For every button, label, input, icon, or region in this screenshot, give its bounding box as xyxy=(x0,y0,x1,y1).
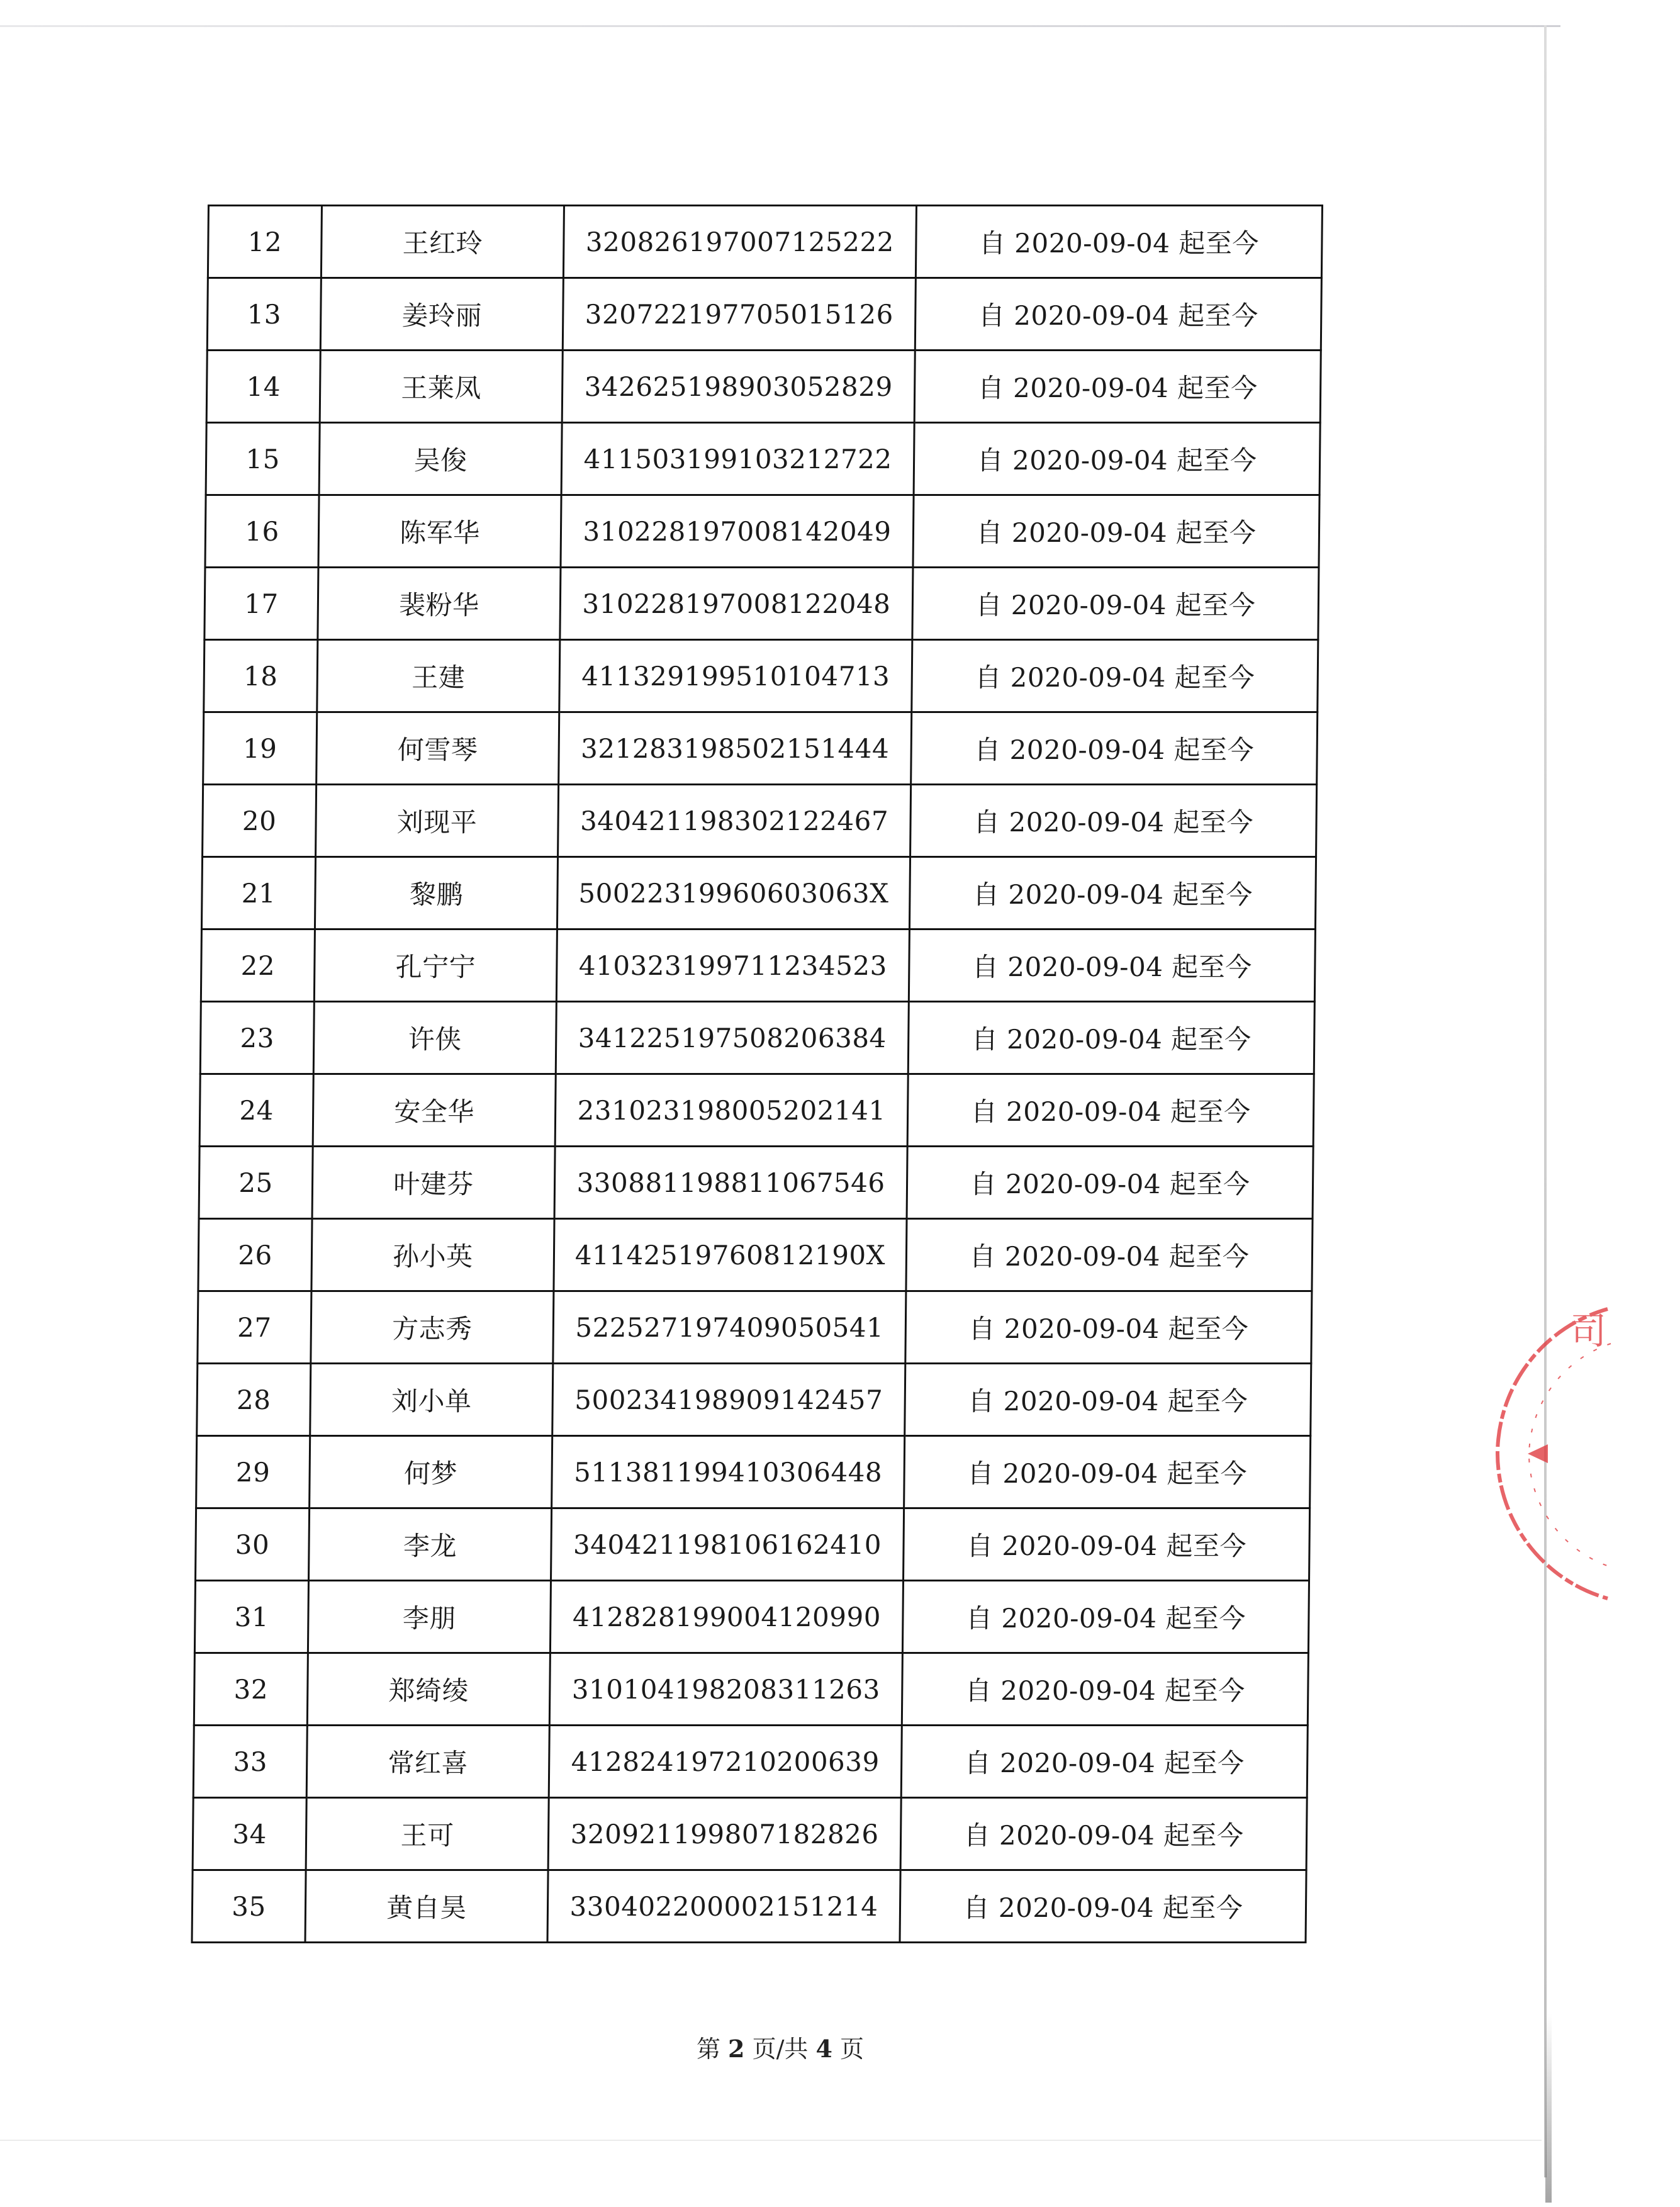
id-number-cell: 50022319960603063X xyxy=(557,857,910,929)
period-cell: 自 2020-09-04 起至今 xyxy=(916,206,1322,278)
period-cell: 自 2020-09-04 起至今 xyxy=(901,1726,1308,1798)
period-cell: 自 2020-09-04 起至今 xyxy=(910,785,1317,857)
period-cell: 自 2020-09-04 起至今 xyxy=(908,1002,1314,1074)
table-row xyxy=(204,568,1319,640)
name-cell: 许侠 xyxy=(313,1002,556,1074)
row-number-cell: 18 xyxy=(204,640,318,712)
id-number-cell: 41142519760812190X xyxy=(554,1219,907,1291)
table-row xyxy=(198,1291,1312,1364)
row-number-cell: 23 xyxy=(200,1002,314,1074)
row-number-cell: 19 xyxy=(203,712,317,785)
id-number-cell: 412828199004120990 xyxy=(550,1581,903,1653)
period-cell: 自 2020-09-04 起至今 xyxy=(904,1508,1310,1581)
id-number-cell: 340421198106162410 xyxy=(551,1508,904,1581)
table-row xyxy=(205,495,1319,568)
name-cell: 何雪琴 xyxy=(316,712,559,785)
row-number-cell: 13 xyxy=(207,278,321,351)
row-number-cell: 24 xyxy=(199,1074,313,1147)
id-number-cell: 330881198811067546 xyxy=(554,1147,907,1219)
id-number-cell: 320921199807182826 xyxy=(548,1798,901,1870)
row-number-cell: 35 xyxy=(192,1870,306,1943)
row-number-cell: 21 xyxy=(201,857,315,929)
id-number-cell: 231023198005202141 xyxy=(555,1074,908,1147)
table-row xyxy=(193,1798,1307,1870)
name-cell: 孔宁宁 xyxy=(314,929,557,1002)
company-seal xyxy=(1453,1284,1680,1624)
name-cell: 陈军华 xyxy=(318,495,561,568)
personnel-table-body xyxy=(192,206,1322,1943)
scan-edge-bottom xyxy=(0,2140,1542,2141)
row-number-cell: 12 xyxy=(208,206,322,278)
row-number-cell: 30 xyxy=(196,1508,310,1581)
footer-page-number: 2 xyxy=(728,2035,745,2063)
id-number-cell: 410323199711234523 xyxy=(556,929,909,1002)
table-row xyxy=(199,1147,1313,1219)
row-number-cell: 17 xyxy=(204,568,318,640)
footer-suffix: 页 xyxy=(840,2035,865,2063)
period-cell: 自 2020-09-04 起至今 xyxy=(915,278,1321,351)
id-number-cell: 310104198208311263 xyxy=(549,1653,902,1726)
row-number-cell: 33 xyxy=(193,1726,307,1798)
name-cell: 何梦 xyxy=(310,1436,552,1508)
id-number-cell: 310228197008142049 xyxy=(561,495,914,568)
name-cell: 李朋 xyxy=(308,1581,551,1653)
period-cell: 自 2020-09-04 起至今 xyxy=(914,351,1321,423)
period-cell: 自 2020-09-04 起至今 xyxy=(907,1147,1313,1219)
table-row xyxy=(200,1002,1314,1074)
table-row xyxy=(198,1219,1313,1291)
table-row xyxy=(207,278,1321,351)
row-number-cell: 14 xyxy=(206,351,320,423)
footer-middle: 页/共 xyxy=(752,2035,809,2063)
name-cell: 王莱凤 xyxy=(320,351,563,423)
id-number-cell: 340421198302122467 xyxy=(558,785,911,857)
id-number-cell: 321283198502151444 xyxy=(559,712,912,785)
table-row xyxy=(196,1508,1310,1581)
name-cell: 常红喜 xyxy=(306,1726,549,1798)
id-number-cell: 342625198903052829 xyxy=(562,351,915,423)
name-cell: 黄自昊 xyxy=(305,1870,548,1943)
table-row xyxy=(203,785,1317,857)
period-cell: 自 2020-09-04 起至今 xyxy=(905,1291,1312,1364)
period-cell: 自 2020-09-04 起至今 xyxy=(914,423,1320,495)
row-number-cell: 15 xyxy=(206,423,320,495)
period-cell: 自 2020-09-04 起至今 xyxy=(906,1219,1313,1291)
id-number-cell: 310228197008122048 xyxy=(560,568,913,640)
row-number-cell: 29 xyxy=(196,1436,310,1508)
row-number-cell: 22 xyxy=(201,929,315,1002)
table-row xyxy=(193,1726,1308,1798)
footer-prefix: 第 xyxy=(696,2035,720,2063)
period-cell: 自 2020-09-04 起至今 xyxy=(900,1870,1306,1943)
period-cell: 自 2020-09-04 起至今 xyxy=(912,568,1319,640)
table-row xyxy=(196,1436,1311,1508)
page-footer xyxy=(0,2030,1560,2064)
period-cell: 自 2020-09-04 起至今 xyxy=(900,1798,1307,1870)
name-cell: 方志秀 xyxy=(311,1291,554,1364)
row-number-cell: 25 xyxy=(199,1147,313,1219)
table-row xyxy=(203,712,1318,785)
scan-edge-top xyxy=(0,25,1560,27)
scan-edge-right xyxy=(1544,25,1547,2177)
row-number-cell: 16 xyxy=(205,495,319,568)
row-number-cell: 32 xyxy=(194,1653,308,1726)
table-row xyxy=(194,1581,1309,1653)
name-cell: 裴粉华 xyxy=(318,568,561,640)
id-number-cell: 522527197409050541 xyxy=(553,1291,906,1364)
period-cell: 自 2020-09-04 起至今 xyxy=(913,495,1319,568)
id-number-cell: 500234198909142457 xyxy=(552,1364,905,1436)
table-row xyxy=(192,1870,1306,1943)
footer-total-pages: 4 xyxy=(815,2035,832,2063)
table-row xyxy=(199,1074,1314,1147)
period-cell: 自 2020-09-04 起至今 xyxy=(909,857,1316,929)
name-cell: 安全华 xyxy=(313,1074,556,1147)
id-number-cell: 411503199103212722 xyxy=(561,423,914,495)
name-cell: 李龙 xyxy=(309,1508,552,1581)
period-cell: 自 2020-09-04 起至今 xyxy=(904,1436,1311,1508)
row-number-cell: 27 xyxy=(198,1291,311,1364)
name-cell: 姜玲丽 xyxy=(320,278,563,351)
table-row xyxy=(206,351,1321,423)
personnel-table xyxy=(191,205,1323,1943)
table-row xyxy=(197,1364,1311,1436)
period-cell: 自 2020-09-04 起至今 xyxy=(911,712,1318,785)
table-row xyxy=(204,640,1318,712)
period-cell: 自 2020-09-04 起至今 xyxy=(902,1653,1308,1726)
period-cell: 自 2020-09-04 起至今 xyxy=(905,1364,1311,1436)
id-number-cell: 412824197210200639 xyxy=(549,1726,902,1798)
name-cell: 叶建芬 xyxy=(312,1147,555,1219)
id-number-cell: 320826197007125222 xyxy=(563,206,916,278)
table-row xyxy=(201,857,1316,929)
name-cell: 王建 xyxy=(317,640,560,712)
period-cell: 自 2020-09-04 起至今 xyxy=(907,1074,1314,1147)
period-cell: 自 2020-09-04 起至今 xyxy=(909,929,1315,1002)
row-number-cell: 26 xyxy=(198,1219,312,1291)
name-cell: 刘现平 xyxy=(316,785,559,857)
id-number-cell: 341225197508206384 xyxy=(556,1002,909,1074)
id-number-cell: 511381199410306448 xyxy=(552,1436,905,1508)
table-row xyxy=(208,206,1322,278)
row-number-cell: 34 xyxy=(193,1798,306,1870)
id-number-cell: 330402200002151214 xyxy=(547,1870,900,1943)
table-row xyxy=(194,1653,1308,1726)
row-number-cell: 28 xyxy=(197,1364,311,1436)
id-number-cell: 320722197705015126 xyxy=(563,278,916,351)
name-cell: 黎鹏 xyxy=(315,857,557,929)
name-cell: 郑绮绫 xyxy=(307,1653,550,1726)
name-cell: 吴俊 xyxy=(319,423,562,495)
period-cell: 自 2020-09-04 起至今 xyxy=(912,640,1318,712)
row-number-cell: 20 xyxy=(203,785,316,857)
period-cell: 自 2020-09-04 起至今 xyxy=(902,1581,1309,1653)
name-cell: 王红玲 xyxy=(321,206,564,278)
id-number-cell: 411329199510104713 xyxy=(559,640,912,712)
name-cell: 王可 xyxy=(306,1798,549,1870)
table-row xyxy=(201,929,1315,1002)
name-cell: 刘小单 xyxy=(310,1364,553,1436)
table-row xyxy=(206,423,1320,495)
row-number-cell: 31 xyxy=(194,1581,308,1653)
seal-text: 司 xyxy=(1570,1310,1607,1352)
name-cell: 孙小英 xyxy=(311,1219,554,1291)
